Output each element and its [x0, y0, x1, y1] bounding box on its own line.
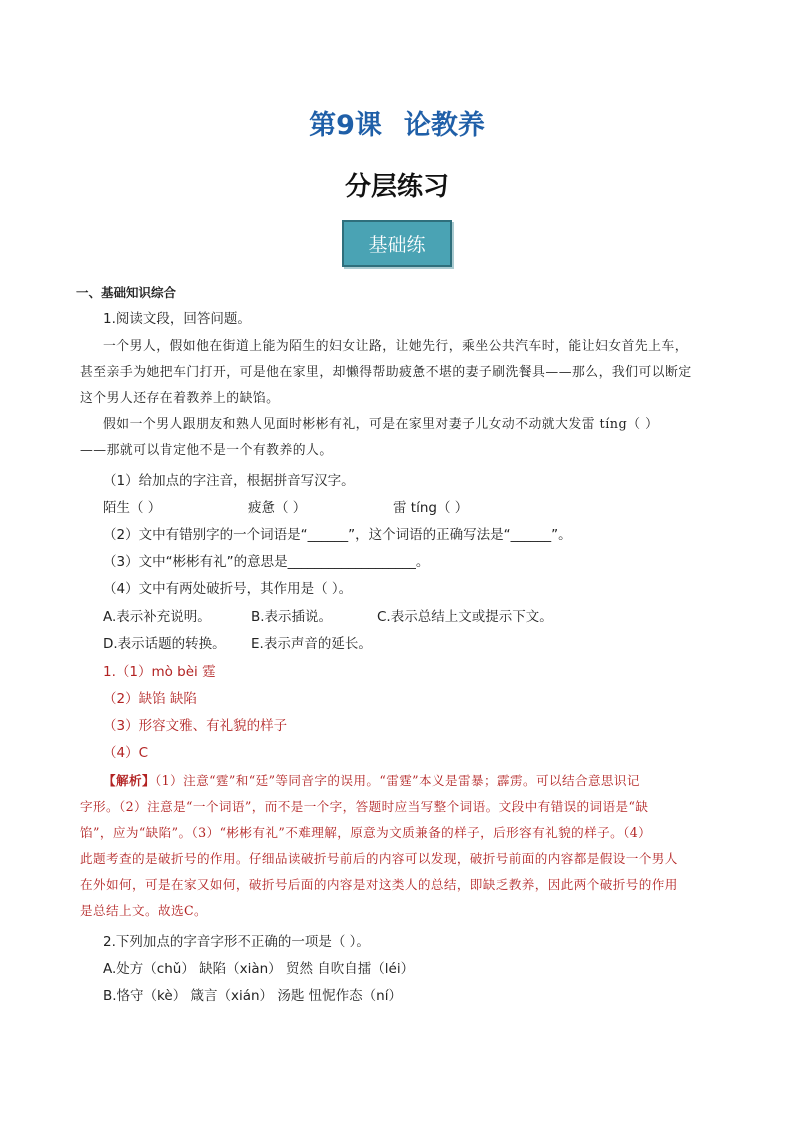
passage-line-5: ——那就可以肯定他不是一个有教养的人。: [80, 443, 333, 458]
analysis-line-3: 馅”，应为“缺陷”。（3）“彬彬有礼”不难理解，原意为文质兼备的样子，后形容有礼貌的样子。（4）: [80, 825, 652, 840]
option-e: E.表示声音的延长。: [251, 636, 372, 652]
lesson-title: [0, 103, 794, 142]
analysis-tag: 【解析】: [103, 773, 155, 788]
passage-line-3: 这个男人还存在着教养上的缺馅。: [80, 391, 280, 406]
analysis-line-4: 此题考查的是破折号的作用。仔细品读破折号前后的内容可以发现，破折号前面的内容都是假设一个男人: [80, 851, 678, 866]
q1-sub2: （2）文中有错别字的一个词语是“______”，这个词语的正确写法是“______”。: [103, 527, 572, 543]
passage-line-1: 一个男人，假如他在街道上能为陌生的妇女让路，让她先行，乘坐公共汽车时，能让妇女首先上车，: [103, 339, 689, 354]
passage-line-2: 甚至亲手为她把车门打开，可是他在家里，却懒得帮助疲惫不堪的妻子刷洗餐具——那么，我们可以断定: [80, 365, 692, 380]
option-a: A.表示补充说明。: [103, 609, 211, 625]
q1-sub1-item-2: 疲惫（ ）: [248, 500, 307, 516]
q2-option-b: B.恪守（kè） 箴言（xián） 汤匙 忸怩作态（ní）: [103, 988, 402, 1004]
lesson-number: 第9课: [309, 110, 382, 141]
level-badge: 基础练: [342, 220, 452, 267]
analysis-text-1: （1）注意“霆”和“廷”等同音字的误用。“雷霆”本义是雷暴；霹雳。可以结合意思识记: [154, 773, 640, 788]
q1-sub1-item-1: 陌生（ ）: [103, 500, 162, 516]
option-c: C.表示总结上文或提示下文。: [377, 609, 553, 625]
q1-sub1-item-3: 雷 tíng（ ）: [393, 500, 469, 516]
analysis-line-1: [103, 771, 640, 791]
q1-prompt: 1.阅读文段，回答问题。: [103, 311, 251, 327]
passage-line-4: 假如一个男人跟朋友和熟人见面时彬彬有礼，可是在家里对妻子儿女动不动就大发雷 tíng（ ）: [103, 417, 659, 432]
analysis-line-6: 是总结上文。故选C。: [80, 903, 207, 918]
q2-prompt: 2.下列加点的字音字形不正确的一项是（ ）。: [103, 934, 370, 950]
answer-2: （2）缺馅 缺陷: [103, 691, 197, 707]
q1-sub3: （3）文中“彬彬有礼”的意思是___________________。: [103, 554, 430, 570]
answer-3: （3）形容文雅、有礼貌的样子: [103, 718, 288, 734]
q1-sub4: （4）文中有两处破折号，其作用是（ ）。: [103, 581, 353, 597]
q1-sub1: （1）给加点的字注音，根据拼音写汉字。: [103, 473, 355, 489]
answer-1: 1.（1）mò bèi 霆: [103, 664, 216, 680]
option-d: D.表示话题的转换。: [103, 636, 226, 652]
section-heading: 一、基础知识综合: [76, 285, 177, 300]
analysis-line-5: 在外如何，可是在家又如何，破折号后面的内容是对这类人的总结，即缺乏教养，因此两个破折号的作用: [80, 877, 678, 892]
page-subtitle: 分层练习: [344, 172, 449, 202]
q2-option-a: A.处方（chǔ） 缺陷（xiàn） 贸然 自吹自擂（léi）: [103, 961, 415, 977]
lesson-name: 论教养: [403, 110, 485, 141]
option-b: B.表示插说。: [251, 609, 333, 625]
analysis-line-2: 字形。（2）注意是“一个词语”，而不是一个字，答题时应当写整个词语。文段中有错误的词语是“缺: [80, 799, 649, 814]
answer-4: （4）C: [103, 745, 149, 761]
